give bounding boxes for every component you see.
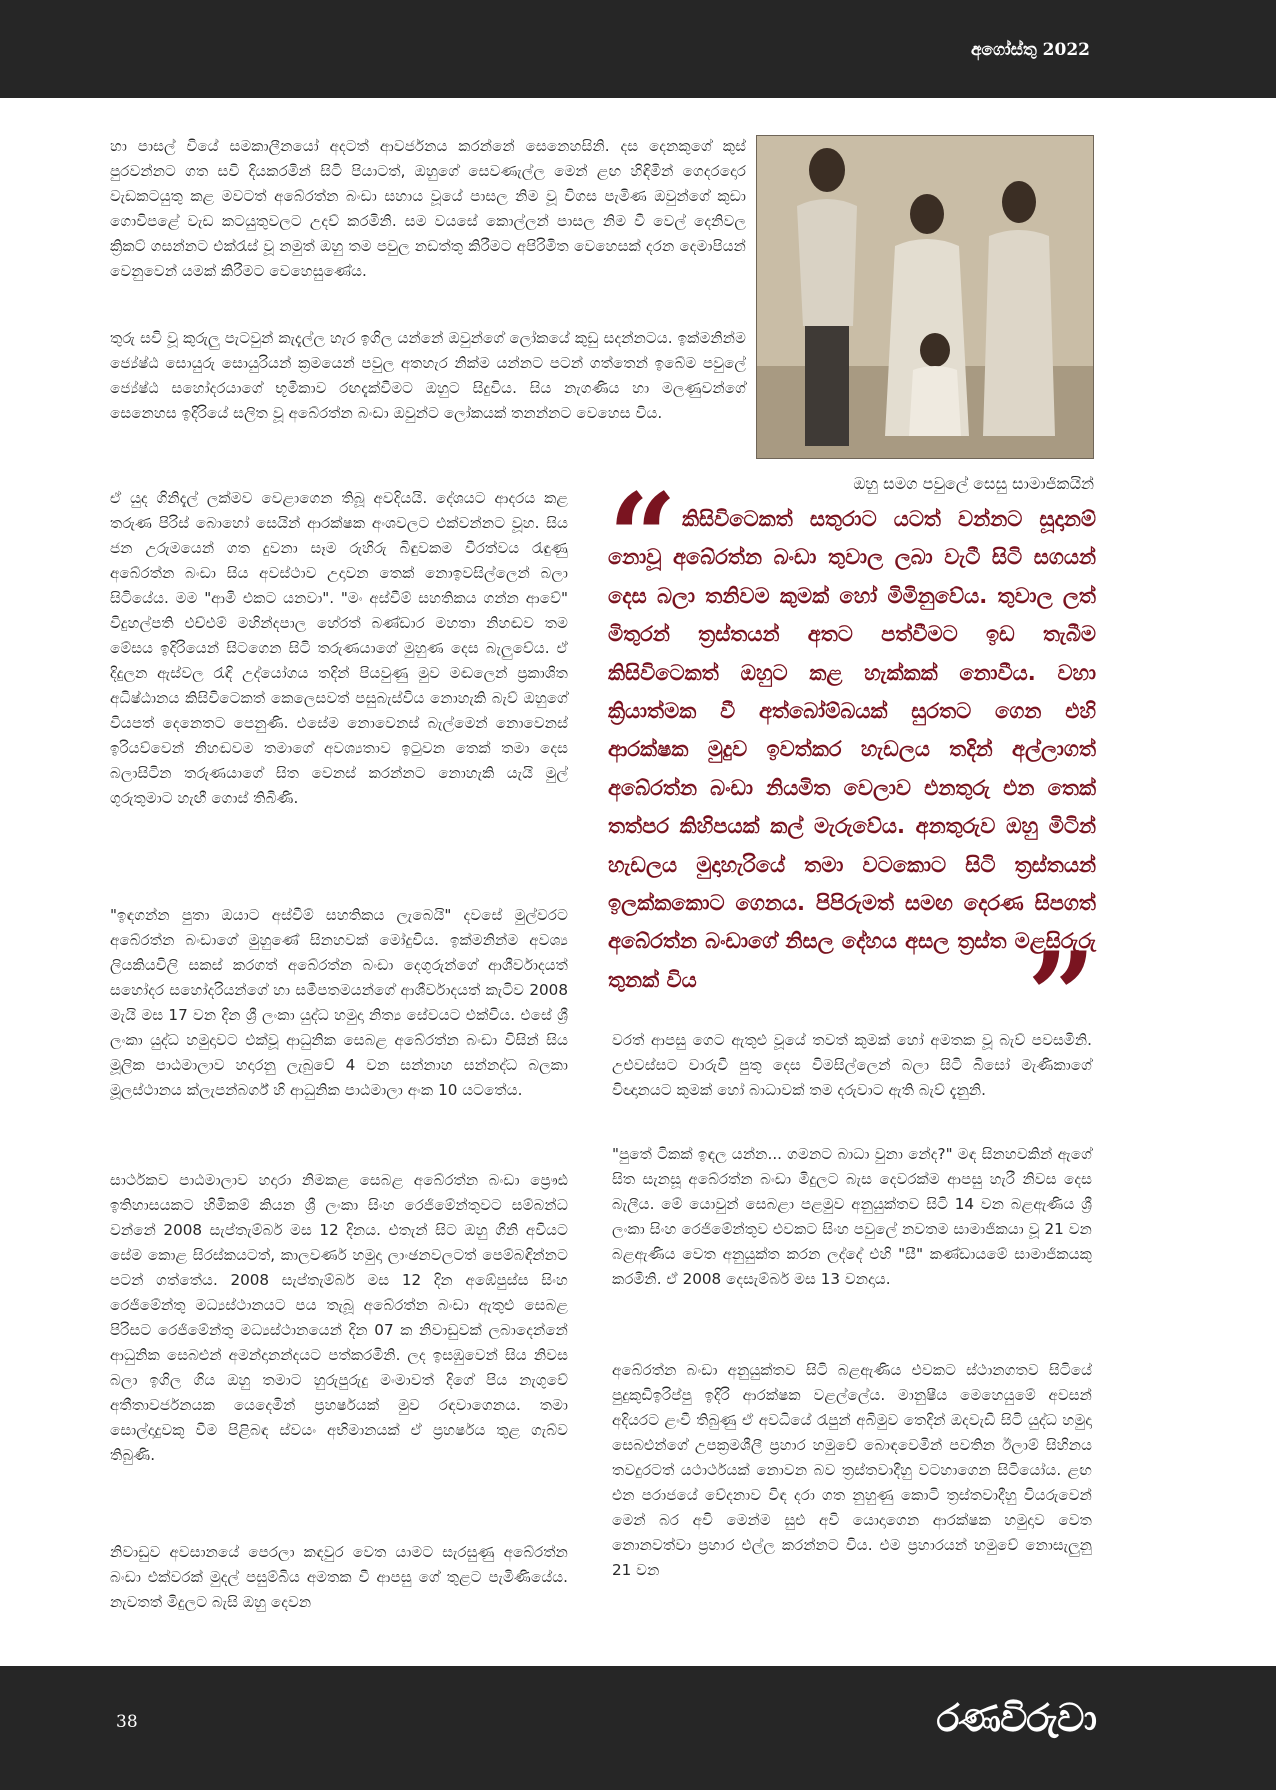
open-quote-icon: “: [608, 467, 678, 608]
photo-caption: ඔහු සමග පවුලේ සෙසු සාමාජිකයින්: [853, 474, 1094, 493]
close-quote-icon: ”: [1026, 926, 1096, 1068]
page-number: 38: [116, 1712, 138, 1732]
paragraph-9: අබේරත්න බංඩා අනුයුක්තව සිටි බළඇණිය එවකට ස්ථානගතව සිටියේ පුදුකුඩිඉරිප්පු ඉදිරි ආරක්ෂක වළල්ලේය. මානුෂීය මෙහෙයුමේ අවසන් අදියරට ළංවී තිබුණු ඒ අවධියේ රැපුන් අබිමුව තෙදින් ඔදවැඩී සිටි යුද්ධ හමුදා සෙබළුන්ගේ උපක්‍රමශීලී ප්‍රහාර හමුවේ බොඳවෙමින් පවතින ඊලාම් සිහිනය තවදුරටත් යථාර්ථයක් නොවන බව ත්‍රස්තවාදීහු වටහාගෙන සිටියෝය. ළඟ එන පරාජයේ වේදනාව විඳ දරා ගත නුහුණු කොටි ත්‍රස්තවාදීහු වියරුවෙන් මෙන් බර අවි මෙන්ම සුළු අවි යොදාගෙන ආරක්ෂක හමුදාව වෙත නොනවත්වා ප්‍රහාර එල්ල කරන්නට විය. එම ප්‍රහාරයන් හමුවේ නොසැලුනු 21 වන: [612, 1361, 1092, 1579]
magazine-logo: රණවිරුවා: [936, 1696, 1096, 1740]
footer-bar: [0, 1666, 1276, 1790]
paragraph-1: හා පාසල් වියේ සමකාලීනයෝ අදටත් ආවර්ජනය කරන්නේ සෙනෙහසිනි. දස දෙනකුගේ කුස් පුරවන්නට ගත සවි දියකරමින් සිටි පියාටත්, ඔහුගේ සෙවණැල්ල මෙන් ළඟ හිඳිමින් ගෙදරදොර වැඩකටයුතු කළ මවටත් අබේරත්න බංඩා සහාය වූයේ පාසල නිම වූ විගස පැමිණ ඔවුන්ගේ කුඩා ගොවිපළේ වැඩ කටයුතුවලට උදව් කරමිනි. සම වයසේ කොල්ලන් පාසල නිම වී වෙල් දෙනිවල ක්‍රිකට් ගසන්නට එක්රැස් වූ නමුත් ඔහු තම පවුල නඩත්තු කිරීමට අපිරිමිත වෙහෙසක් දරන දෙමාපියන් වෙනුවෙන් යමක් කිරීමට වෙහෙසුණේය.: [110, 137, 746, 280]
paragraph-6: නිවාඩුව අවසානයේ පෙරලා කඳවුර වෙත යාමට සැරසුණු අබේරත්න බංඩා එක්වරක් මුදල් පසුම්බිය අමතක වී ආපසු ගේ තුළට පැමිණියේය. නැවතත් මිදුලට බැසි ඔහු දෙවන: [110, 1543, 568, 1611]
paragraph-5: සාර්ථකව පාඨමාලාව හදාරා නිමකළ සෙබළ අබේරත්න බංඩා ප්‍රෞඪ ඉතිහාසයකට හිමිකම් කියන ශ්‍රී ලංකා සිංහ රෙජිමේන්තුවට සම්බන්ධ වන්නේ 2008 සැප්තැම්බර් මස 12 දිනය. එතැන් සිට ඔහු ගිනි අවියට සේම කොළ සිරස්කයටත්, කාලවර්ණ හමුදා ලාංඡනවලටත් පෙම්බඳින්නට පටන් ගත්තේය. 2008 සැප්තැම්බර් මස 12 දින අඹේපුස්ස සිංහ රෙජිමේන්තු මධ්‍යස්ථානයට පය තැබූ අබේරත්න බංඩා ඇතුළු සෙබළ පිරිසට රෙජිමේන්තු මධ්‍යස්ථානයෙන් දින 07 ක නිවාඩුවක් ලබාදෙන්නේ ආධුනික සෙබළුන් අමන්දානන්දයට පත්කරමිනි. ලද ඉසඹුවෙන් සිය නිවස බලා ඉගිල ගිය ඔහු තමාට හුරුපුරුදු මංමාවත් දිගේ පිය නැගුවේ අතීතාවර්ජනයක යෙදෙමින් ප්‍රහර්ෂයක් මුව රඳවාගෙනය. තමා සොල්දාදුවකු වීම පිළිබඳ ස්වයං අභිමානයක් ඒ ප්‍රහර්ෂය තුළ ගැබ්ව තිබුණි.: [110, 1171, 568, 1464]
paragraph-2: තුරු සවි වූ කුරුලු පැටවුන් කැදැල්ල හැර ඉගිල යන්නේ ඔවුන්ගේ ලෝකයේ කුඩු සදන්නටය. ඉක්මනින්ම ජ්‍යේෂ්ඨ සොයුරු සොයුරියන් ක්‍රමයෙන් පවුල අතහැර නික්ම යන්නට පටන් ගත්තෙන් ඉබේම පවුලේ ජ්‍යේෂ්ඨ සහෝදරයාගේ භූමිකාව රඟදැක්වීමට ඔහුට සිදුවිය. සිය නැගණිය හා මලණුවන්ගේ සෙනෙහස ඉදිරියේ සලිත වූ අබේරත්න බංඩා ඔවුන්ට ලෝකයක් තනන්නට වෙහෙස විය.: [110, 329, 746, 422]
family-photo: [756, 135, 1094, 459]
paragraph-4: "ඉඳගන්න පුතා ඔයාට අස්වීම් සහතිකය ලැබෙයි" දවසේ මුල්වරට අබේරත්න බංඩාගේ මුහුණේ සිනහවක් මෝදුවිය. ඉක්මනින්ම අවශ්‍ය ලියකියවිලි සකස් කරගත් අබේරත්න බංඩා දෙගුරුන්ගේ ආශීර්වාදයත් සහෝදර සහෝදරියන්ගේ හා සමීපතමයන්ගේ ආශීර්වාදයත් කැටිව 2008 මැයි මස 17 වන දින ශ්‍රී ලංකා යුද්ධ හමුදා නිත්‍ය සේවයට එක්විය. එසේ ශ්‍රී ලංකා යුද්ධ හමුදාවට එක්වූ ආධුනික සෙබළ අබේරත්න බංඩා විසින් සිය මූලික පාඨමාලාව හදාරනු ලැබුවේ 4 වන සන්නාහ සන්නද්ධ බලකා මූලස්ථානය ක්ලැපන්බර්ග් හි ආධුනික පාඨමාලා අංක 10 යටතේය.: [110, 906, 568, 1099]
paragraph-7: වරත් ආපසු ගෙට ඇතුළු වූයේ තවත් කුමක් හෝ අමතක වූ බැව් පවසමිනි. උළුවස්සට වාරුවී පුතු දෙස විමසිල්ලෙන් බලා සිටි බිසෝ මැණිකාගේ විඥානයට කුමක් හෝ බාධාවක් තම දරුවාට ඇති බැව් දැනුනි.: [612, 1031, 1092, 1099]
header-bar: [0, 0, 1276, 98]
paragraph-8: "පුතේ ටිකක් ඉඳල යන්න... ගමනට බාධා වුනා නේද?" මඳ සිනහවකින් ඇගේ සිත සැනසූ අබේරත්න බංඩා මිදුලට බැස දෙවරක්ම ආපසු හැරී නිවස දෙස බැලීය. මේ යොවුන් සෙබළා පළමුව අනුයුක්තව සිටි 14 වන බළඇණිය ශ්‍රී ලංකා සිංහ රෙජිමේන්තුව එවකට සිංහ පවුලේ නවතම සාමාජිකයා වූ 21 වන බළඇණිය වෙත අනුයුක්ත කරන ලද්දේ එහි "සී" කණ්ඩායමේ සාමාජිකයකු කරමිනි. ඒ 2008 දෙසැම්බර් මස 13 වනදාය.: [612, 1145, 1092, 1288]
issue-date: අගෝස්තු 2022: [970, 40, 1090, 60]
paragraph-3: ඒ යුද ගිනිදැල් ලක්මව වෙළාගෙන තිබූ අවදියයි. දේශයට ආදරය කළ තරුණ පිරිස් බොහෝ සෙයින් ආරක්ෂක අංශවලට එක්වන්නට වූහ. සිය ජන උරුමයෙන් ගත දුවනා සෑම රුහිරු බිඳුවකම වීරත්වය රැඳුණු අබේරත්න බංඩා සිය අවස්ථාව උදාවන තෙක් නොඉවසිල්ලෙන් බලා සිටියේය. මම "ආමි එකට යනවා". "මං අස්වීම් සහතිකය ගන්න ආවේ" විදුහල්පති එච්එම් මහින්දපාල හේරත් බණ්ඩාර මහතා නිහඬව තම මේසය ඉදිරියෙන් සිටගෙන සිටි තරුණයාගේ මුහුණ දෙස බැලුවේය. ඒ දිදුලන ඇස්වල රැඳි උද්යෝගය තදින් පියවුණු මුව මඬලෙන් ප්‍රකාශිත අධිෂ්ඨානය කිසිවිටෙකත් කෙලෙසවත් පසුබැස්විය නොහැකි බැව් ඔහුගේ වියපත් දෙනෙතට පෙනුණි. එසේම නොවෙනස් බැල්මෙන් නොවෙනස් ඉරියව්වෙන් නිහඬවම තමාගේ අවශ්‍යතාව ඉටුවන තෙක් තමා දෙස බලාසිටින තරුණයාගේ සිත වෙනස් කරන්නට නොහැකි යැයි මුල් ගුරුතුමාට හැඟී ගොස් තිබිණි.: [110, 489, 568, 807]
pull-quote-text: කිසිවිටෙකත් සතුරාට යටත් වන්නට සූදානම් නොවූ අබේරත්න බංඩා තුවාල ලබා වැටී සිටි සගයන් දෙස බලා තනිවම කුමක් හෝ මිමිනුවේය. තුවාල ලත් මිතුරන් ත්‍රස්තයන් අතට පත්වීමට ඉඩ තැබීම කිසිවිටෙකත් ඔහුට කළ හැක්කක් නොවීය. වහා ක්‍රියාත්මක වී අත්බෝම්බයක් සුරතට ගෙන එහි ආරක්ෂක මුදුව ඉවත්කර හැඩලය තදින් අල්ලාගත් අබේරත්න බංඩා නියමිත වෙලාව එනතුරු එන තෙක් තත්පර කිහිපයක් කල් මැරුවේය. අනතුරුව ඔහු මිටින් හැඩලය මුදාහැරියේ තමා වටකොට සිටි ත්‍රස්තයන් ඉලක්කකොට ගෙනය. පිපිරුමත් සමඟ දෙරණ සිපගත් අබේරත්න බංඩාගේ නිසල දේහය අසල ත්‍රස්ත මළසිරුරු තුනක් විය: [608, 507, 1096, 992]
